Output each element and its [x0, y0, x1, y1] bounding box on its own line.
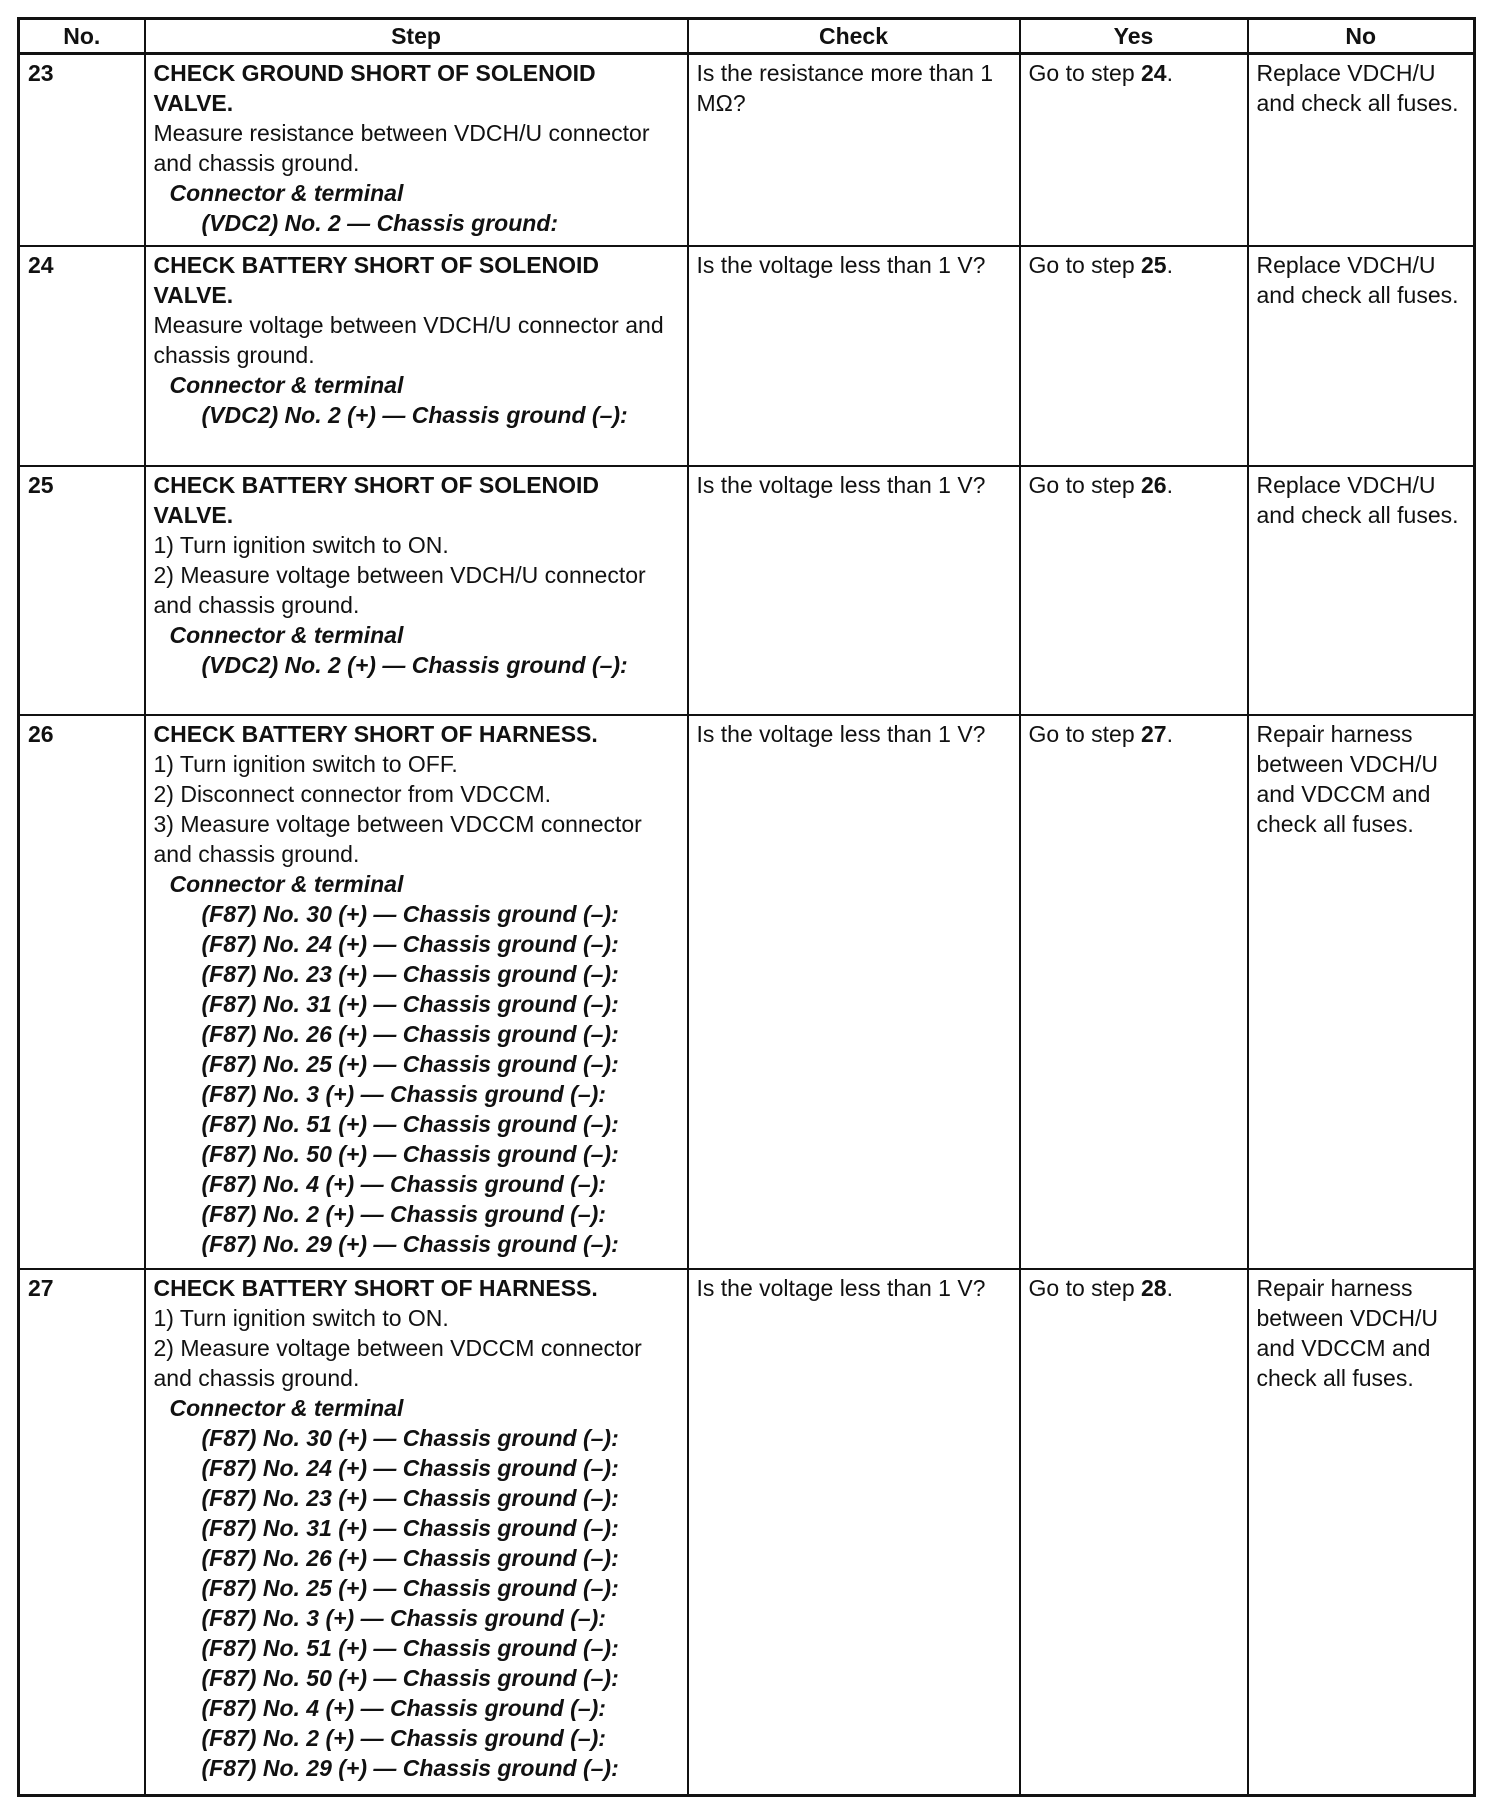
yes-cell [1020, 715, 1248, 1269]
step-title: CHECK BATTERY SHORT OF SOLENOID VALVE. [153, 472, 600, 528]
step-number: 27 [19, 1269, 145, 1796]
connector-terminal-item: (F87) No. 30 (+) — Chassis ground (–): [201, 1425, 619, 1451]
table-row [19, 54, 1475, 247]
connector-terminal-item: (F87) No. 51 (+) — Chassis ground (–): [201, 1111, 619, 1137]
table-header-row [19, 19, 1475, 54]
step-cell [145, 1269, 688, 1796]
connector-terminal-item: (F87) No. 2 (+) — Chassis ground (–): [201, 1725, 606, 1751]
connector-terminal-item: (F87) No. 26 (+) — Chassis ground (–): [201, 1021, 619, 1047]
step-number: 26 [19, 715, 145, 1269]
connector-terminal-heading: Connector & terminal [169, 871, 404, 897]
step-instruction: Measure resistance between VDCH/U connector and chassis ground. [153, 120, 650, 176]
step-title: CHECK BATTERY SHORT OF SOLENOID VALVE. [153, 252, 600, 308]
connector-terminal-item: (F87) No. 29 (+) — Chassis ground (–): [201, 1231, 619, 1257]
step-cell [145, 466, 688, 715]
yes-suffix-text: . [1166, 721, 1173, 747]
connector-terminal-item: (F87) No. 29 (+) — Chassis ground (–): [201, 1755, 619, 1781]
step-instruction: 3) Measure voltage between VDCCM connector and chassis ground. [153, 811, 642, 867]
step-instruction: 1) Turn ignition switch to ON. [153, 532, 449, 558]
yes-cell [1020, 466, 1248, 715]
step-instruction: 2) Measure voltage between VDCH/U connector and chassis ground. [153, 562, 646, 618]
table-row [19, 246, 1475, 466]
step-instruction: 2) Measure voltage between VDCCM connector and chassis ground. [153, 1335, 642, 1391]
yes-cell [1020, 54, 1248, 247]
step-instruction: 1) Turn ignition switch to OFF. [153, 751, 458, 777]
step-number: 24 [19, 246, 145, 466]
yes-suffix-text: . [1166, 1275, 1173, 1301]
check-cell: Is the voltage less than 1 V? [688, 715, 1020, 1269]
connector-terminal-item: (F87) No. 23 (+) — Chassis ground (–): [201, 1485, 619, 1511]
no-cell: Replace VDCH/U and check all fuses. [1248, 246, 1475, 466]
header-check: Check [688, 19, 1020, 54]
step-title: CHECK BATTERY SHORT OF HARNESS. [153, 721, 598, 747]
connector-terminal-item: (F87) No. 51 (+) — Chassis ground (–): [201, 1635, 619, 1661]
connector-terminal-heading: Connector & terminal [169, 1395, 404, 1421]
yes-step-number: 25 [1141, 252, 1167, 278]
connector-terminal-item: (F87) No. 24 (+) — Chassis ground (–): [201, 1455, 619, 1481]
diagnostic-table [17, 17, 1476, 1797]
connector-terminal-item: (F87) No. 23 (+) — Chassis ground (–): [201, 961, 619, 987]
table-row [19, 1269, 1475, 1796]
connector-terminal-heading: Connector & terminal [169, 372, 404, 398]
check-cell: Is the voltage less than 1 V? [688, 246, 1020, 466]
step-instruction: Measure voltage between VDCH/U connector and chassis ground. [153, 312, 664, 368]
step-cell [145, 246, 688, 466]
yes-prefix-text: Go to step [1028, 721, 1142, 747]
yes-prefix-text: Go to step [1028, 60, 1142, 86]
connector-terminal-item: (VDC2) No. 2 (+) — Chassis ground (–): [201, 402, 628, 428]
connector-terminal-item: (F87) No. 3 (+) — Chassis ground (–): [201, 1081, 606, 1107]
connector-terminal-item: (F87) No. 3 (+) — Chassis ground (–): [201, 1605, 606, 1631]
table-row [19, 715, 1475, 1269]
connector-terminal-heading: Connector & terminal [169, 180, 404, 206]
connector-terminal-item: (VDC2) No. 2 (+) — Chassis ground (–): [201, 652, 628, 678]
table-row [19, 466, 1475, 715]
yes-cell [1020, 246, 1248, 466]
connector-terminal-item: (F87) No. 50 (+) — Chassis ground (–): [201, 1665, 619, 1691]
header-step: Step [145, 19, 688, 54]
connector-terminal-item: (VDC2) No. 2 — Chassis ground: [201, 210, 559, 236]
yes-prefix-text: Go to step [1028, 252, 1142, 278]
connector-terminal-item: (F87) No. 26 (+) — Chassis ground (–): [201, 1545, 619, 1571]
header-no-column: No [1248, 19, 1475, 54]
yes-suffix-text: . [1166, 252, 1173, 278]
step-cell [145, 715, 688, 1269]
table-body [19, 54, 1475, 1796]
header-yes: Yes [1020, 19, 1248, 54]
connector-terminal-item: (F87) No. 31 (+) — Chassis ground (–): [201, 1515, 619, 1541]
connector-terminal-item: (F87) No. 50 (+) — Chassis ground (–): [201, 1141, 619, 1167]
yes-cell [1020, 1269, 1248, 1796]
step-title: CHECK BATTERY SHORT OF HARNESS. [153, 1275, 598, 1301]
step-title: CHECK GROUND SHORT OF SOLENOID VALVE. [153, 60, 596, 116]
no-cell: Replace VDCH/U and check all fuses. [1248, 54, 1475, 247]
step-number: 23 [19, 54, 145, 247]
yes-step-number: 26 [1141, 472, 1167, 498]
step-cell [145, 54, 688, 247]
yes-prefix-text: Go to step [1028, 472, 1142, 498]
yes-step-number: 28 [1141, 1275, 1167, 1301]
no-cell: Repair harness between VDCH/U and VDCCM and check all fuses. [1248, 1269, 1475, 1796]
no-cell: Replace VDCH/U and check all fuses. [1248, 466, 1475, 715]
step-instruction: 2) Disconnect connector from VDCCM. [153, 781, 552, 807]
connector-terminal-item: (F87) No. 31 (+) — Chassis ground (–): [201, 991, 619, 1017]
yes-suffix-text: . [1166, 60, 1173, 86]
yes-prefix-text: Go to step [1028, 1275, 1142, 1301]
connector-terminal-heading: Connector & terminal [169, 622, 404, 648]
yes-step-number: 27 [1141, 721, 1167, 747]
check-cell: Is the resistance more than 1 MΩ? [688, 54, 1020, 247]
connector-terminal-item: (F87) No. 24 (+) — Chassis ground (–): [201, 931, 619, 957]
no-cell: Repair harness between VDCH/U and VDCCM and check all fuses. [1248, 715, 1475, 1269]
connector-terminal-item: (F87) No. 25 (+) — Chassis ground (–): [201, 1575, 619, 1601]
connector-terminal-item: (F87) No. 4 (+) — Chassis ground (–): [201, 1171, 606, 1197]
step-number: 25 [19, 466, 145, 715]
header-no: No. [19, 19, 145, 54]
connector-terminal-item: (F87) No. 2 (+) — Chassis ground (–): [201, 1201, 606, 1227]
check-cell: Is the voltage less than 1 V? [688, 466, 1020, 715]
connector-terminal-item: (F87) No. 25 (+) — Chassis ground (–): [201, 1051, 619, 1077]
connector-terminal-item: (F87) No. 30 (+) — Chassis ground (–): [201, 901, 619, 927]
yes-step-number: 24 [1141, 60, 1167, 86]
check-cell: Is the voltage less than 1 V? [688, 1269, 1020, 1796]
step-instruction: 1) Turn ignition switch to ON. [153, 1305, 449, 1331]
connector-terminal-item: (F87) No. 4 (+) — Chassis ground (–): [201, 1695, 606, 1721]
yes-suffix-text: . [1166, 472, 1173, 498]
